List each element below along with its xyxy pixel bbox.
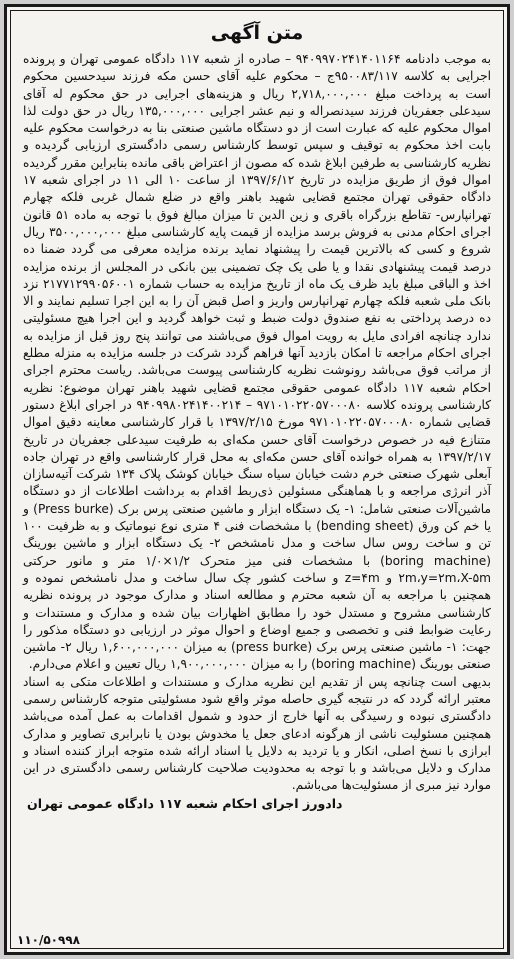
notice-paragraph-disclaimer: بدیهی است چنانچه پس از تقدیم این نظریه مدارک و مستندات و اطلاعات متکی به اسناد معتبر ارائه گردد که در نتیجه گیری حاصله موثر واقع شود مسئولیتی متوجه کارشناس رسمی دادگستری نبوده و رسیدگی به آنها خارج از حدود و شمول اقدامات به عمل آمده می‌باشد همچنین مسئولیت ناشی از هرگونه ادعای جعل یا مخدوش بودن یا نابرابری تصاویر و مدارک ابرازی با نسخ اصلی، انکار و یا تردید به دلایل یا اسناد ارائه شده متوجه ابراز کننده اسناد و مدارک و دلایل می‌باشد و با توجه به محدودیت صلاحیت کارشناس رسمی دادگستری در این موارد نیز مبری از مسئولیت‌ها می‌باشم. — [23, 674, 491, 793]
notice-paragraph-main: به موجب دادنامه ۹۴۰۹۹۷۰۲۴۱۴۰۱۱۶۴ – صادره از شعبه ۱۱۷ دادگاه عمومی تهران و پرونده اجرایی به کلاسه ۹۵۰۰۸۳/۱۱۷ج – محکوم علیه آقای حسن مکه فرزند سیدحسین محکوم است به پرداخت مبلغ ۲,۷۱۸,۰۰۰,۰۰۰ ریال و هزینه‌های اجرایی در حق محکوم له آقای سیدعلی جعفریان فرزند سیدنصراله و نیم عشر اجرایی ۱۳۵,۰۰۰,۰۰۰ ریال در حق دولت لذا اموال محکوم علیه که عبارت است از دو دستگاه ماشین صنعتی بنا به درخواست محکوم علیه بابت اخذ محکوم به توقیف و سپس توسط کارشناس رسمی دادگستری ارزیابی گردیده و نظریه کارشناسی به طرفین ابلاغ شده که مصون از اعتراض باقی مانده بنابراین مقرر گردیده اموال فوق از طریق مزایده در تاریخ ۱۳۹۷/۶/۱۲ از ساعت ۱۰ الی ۱۱ در اجرای شعبه ۱۷ دادگاه حقوقی تهران مجتمع قضایی شهید باهنر واقع در ضلع شمال غربی فلکه چهارم تهرانپارس- تقاطع بزرگراه باقری و زین الدین تا میزان مبالغ فوق با توجه به ماده ۵۱ قانون اجرای احکام مدنی به فروش برسد مزایده از قیمت پایه کارشناسی مبلغ ۳۵۰۰,۰۰۰,۰۰۰ ریال شروع و کسی که بالاترین قیمت را پیشنهاد نماید برنده مزایده معرفی می گردد ضمنا ده درصد قیمت پیشنهادی نقدا و یا طی یک چک تضمینی بین بانکی در المجلس از برنده مزایده اخذ و الباقی مبلغ باید ظرف یک ماه از تاریخ مزایده به حساب شماره ۲۱۷۷۱۲۹۹۰۵۶۰۰۱ نزد بانک ملی شعبه فلکه چهارم تهرانپارس واریز و اصل قبض آن را به این اجرا تسلیم نمایند و الا ده درصد پرداختی به نفع صندوق دولت ضبط و ثبت خواهد گردید و این اجرا هیچ مسئولیتی ندارد چنانچه افرادی مایل به رویت اموال فوق می‌باشند می توانند پنج روز قبل از مزایده به اجرای احکام مراجعه تا امکان بازدید آنها فراهم گردد شرکت در جلسه مزایده به منزله مطلع از مراتب فوق می‌باشد رونوشت نظریه کارشناسی پیوست می‌باشد. ریاست محترم اجرای احکام شعبه ۱۱۷ دادگاه عمومی حقوقی مجتمع قضایی شهید باهنر تهران موضوع: نظریه کارشناسی پرونده کلاسه ۹۷۱۰۱۰۲۲۰۵۷۰۰۰۸۰ – ۹۴۰۹۹۸۰۲۴۱۴۰۰۲۱۴ در اجرای ابلاغ دستور قضایی شماره ۹۷۱۰۱۰۲۲۰۵۷۰۰۰۸۰ مورخ ۱۳۹۷/۲/۱۵ با قرار کارشناسی معاینه دقیق اموال متنازع فیه در خصوص درخواست آقای حسن مکه‌ای به طرفیت سیدعلی جعفریان در تاریخ ۱۳۹۷/۲/۱۷ به همراه خوانده آقای حسن مکه‌ای به محل قرار کارشناسی واقع در تهران جاده آبعلی شهرک صنعتی خرم دشت خیابان سیاه سنگ خیابان کوشک پلاک ۱۳۴ شرکت آتیه‌سازان آذر انرژی مراجعه و با هماهنگی مسئولین ذی‌ربط اقدام به برداشت اطلاعات از دو دستگاه ماشین‌آلات صنعتی شامل: ۱- یک دستگاه ابزار و ماشین صنعتی پرس برک (Press burke) و یا خم کن ورق (bending sheet) با مشخصات فنی ۴ متری نوع نیوماتیک و به ظرفیت ۱۰۰ تن و ساخت روس سال ساخت و مدل نامشخص ۲- یک دستگاه ابزار و ماشین بورینگ (boring machine) با مشخصات فنی میز متحرک ۱/۲×۱/۰ متر و مانور حرکتی ۲m،y=۲m،X-۵m و z=۴m و ساخت کشور چک سال ساخت و مدل نامشخص نموده و همچنین با مراجعه به آن شعبه محترم و مطالعه اسناد و مدارک موجود در پرونده نظریه کارشناسی مشروح و مستدل خود را مطابق اظهارات بیان شده و مدارک و مستندات و رعایت ضوابط فنی و تخصصی و جمیع اوضاع و احوال موثر در ارزیابی دو دستگاه مذکور را جهت: ۱- ماشین صنعتی پرس برک (press burke) به میزان ۱,۶۰۰,۰۰۰,۰۰۰ ریال ۲- ماشین صنعتی بورینگ (boring machine) را به میزان ۱,۹۰۰,۰۰۰,۰۰۰ ریال تعیین و اعلام می‌دارم. — [23, 52, 492, 672]
notice-code: ۱۱۰/۵۰۹۹۸ — [17, 933, 80, 947]
notice-body — [23, 51, 491, 795]
notice-title: متن آگهی — [210, 22, 304, 44]
notice-inner-border — [10, 10, 504, 949]
notice-signature: دادورز اجرای احکام شعبه ۱۱۷ دادگاه عمومی تهران — [27, 795, 343, 811]
notice-frame — [4, 4, 510, 955]
